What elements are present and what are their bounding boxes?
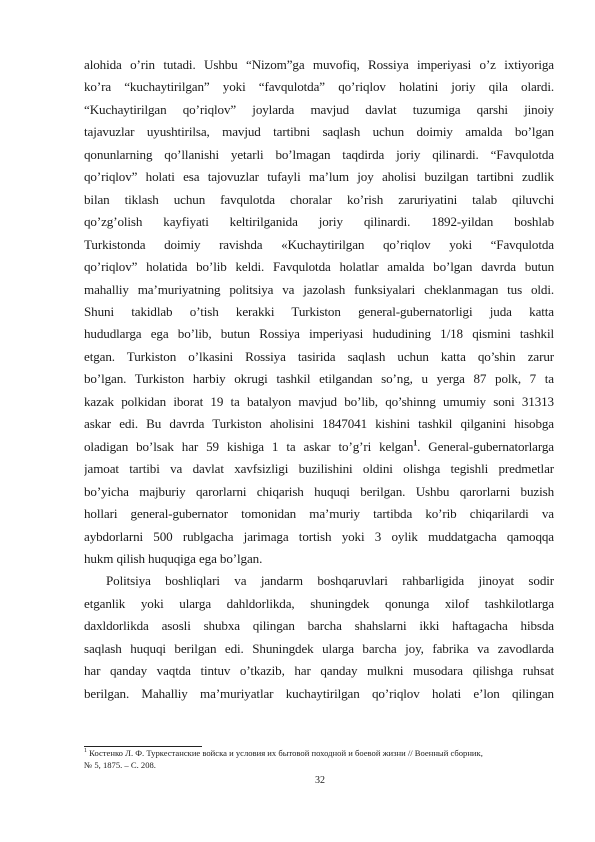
text-line: “Kuchaytirilgan qo’riqlov” joylarda mavjud davlat tuzumiga qarshi jinoiy [84,101,554,117]
text-line: daxldorlikda asosli shubxa qilingan barcha shahslarni ikki haftagacha hibsda [84,618,554,634]
text-line: qo’zg’olish kayfiyati keltirilganida joriy qilinardi. 1892-yildan boshlab [84,214,554,230]
main-text [84,54,554,705]
text-line: berilgan. Mahalliy ma’muriyatlar kuchaytirilgan qo’riqlov holati e’lon qilingan [84,685,554,701]
text-line: aybdorlarni 500 rublgacha jarimaga tortish yoki 3 oylik muddatgacha qamoqqa [84,528,554,544]
text-line: qo’riqlov” holatida bo’lib keldi. Favqulotda holatlar amalda bo’lgan davrda butun [84,259,554,275]
text-line: har qanday vaqtda tintuv o’tkazib, har qanday mulkni musodara qilishga ruhsat [84,663,554,679]
paragraph-2 [84,570,554,705]
text-line: kazak polkidan iborat 19 ta batalyon mavjud bo’lib, qo’shinng umumiy soni 31313 [84,393,554,409]
footnote [84,748,556,771]
text-line: askar edi. Bu davrda Turkiston aholisini 1847041 kishini tashkil qilganini hisobga [84,416,554,432]
text-line: tajavuzlar uyushtirilsa, mavjud tartibni saqlash uchun doimiy amalda bo’lgan [84,124,554,140]
text-line: mahalliy ma’muriyatning politsiya va jazolash funksiyalari cheklanmagan tus oldi. [84,281,554,297]
text-line: alohida o’rin tutadi. Ushbu “Nizom”ga muvofiq, Rossiya imperiyasi o’z ixtiyoriga [84,57,554,72]
text-line: bilan tiklash uchun favqulotda choralar ko’rish zaruriyatini talab qiluvchi [84,191,554,207]
text-line: hollari general-gubernator tomonidan ma’muriy tartibda ko’rib chiqarilardi va [84,506,554,522]
footnote-divider [84,746,202,747]
paragraph-1-continued [84,458,554,548]
text-line: jamoat tartibi va davlat xavfsizligi buzilishini oldini olishga tegishli predmetlar [84,461,554,477]
paragraph-1 [84,54,554,436]
text-line: Turkistonda doimiy ravishda «Kuchaytirilgan qo’riqlov yoki “Favqulotda [84,236,554,252]
text-line: . General-gubernatorlarga [417,438,554,454]
text-line: saqlash huquqi berilgan edi. Shuningdek ularga barcha joy, fabrika va zavodlarda [84,640,554,656]
text-line: oladigan bo’lsak har 59 kishiga 1 ta askar to’g’ri kelgan [84,438,414,454]
text-line: etgan. Turkiston o’lkasini Rossiya tasirida saqlash uchun katta qo’shin zarur [84,348,554,364]
page-number: 32 [315,775,325,786]
text-line: bo’yicha majburiy qarorlarni chiqarish huquqi berilgan. Ushbu qarorlarni buzish [84,483,554,499]
text-line: ko’ra “kuchaytirilgan” yoki “favqulotda” qo’riqlov holatini joriy qila olardi. [84,79,554,95]
text-line: qo’riqlov” holati esa tajovuzlar tufayli ma’lum joy aholisi buzilgan tartibni zudlik [84,169,554,185]
footnote-mark: 1 [84,748,87,755]
text-line: Politsiya boshliqlari va jandarm boshqaruvlari rahbarligida jinoyat sodir [106,573,554,589]
text-line: bo’lgan. Turkiston harbiy okrugi tashkil etilgandan so’ng, u yerga 87 polk, 7 ta [84,371,554,387]
paragraph-1-footnote-line [84,436,554,458]
text-line: etganlik yoki ularga dahldorlikda, shuningdek qonunga xilof tashkilotlarga [84,595,554,611]
text-line: hukm qilish huquqiga ega bo’lgan. [84,550,263,566]
text-line: hududlarga ega bo’lib, butun Rossiya imperiyasi hududining 1/18 qismini tashkil [84,326,554,342]
text-line: Shuni takidlab o’tish kerakki Turkiston general-gubernatorligi juda katta [84,303,554,319]
footnote-text-line-1: Костенко Л. Ф. Туркестанские войска и условия их бытовой походной и боевой жизни // Военный сборник, [87,748,483,758]
footnote-reference[interactable]: 1 [413,438,418,448]
paragraph-1-end [84,548,554,570]
text-line: qonunlarning qo’llanishi yetarli bo’lmagan taqdirda joriy qilinardi. “Favqulotda [84,146,554,162]
footnote-text-line-2: № 5, 1875. – С. 208. [84,759,156,770]
